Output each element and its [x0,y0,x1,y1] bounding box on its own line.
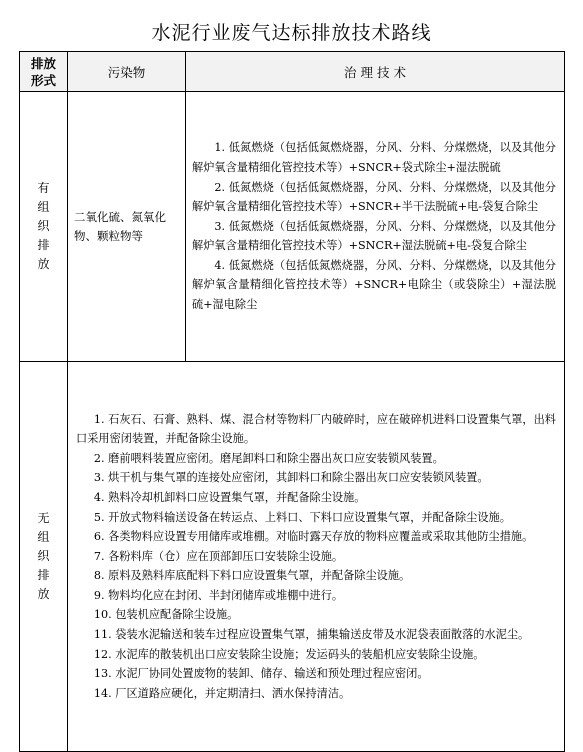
unorganized-measures [68,362,565,752]
unorganized-item: 8. 原料及熟料库底配料下料口应设置集气罩，并配备除尘设施。 [93,569,411,583]
organized-tech-item: 4. 低氮燃烧（包括低氮燃烧器，分风、分料、分煤燃烧，以及其他分解炉氧含量精细化管控技术等）+SNCR+电除尘（或袋除尘）+湿法脱硫+湿电除尘 [192,258,556,312]
unorganized-item: 6. 各类物料应设置专用储库或堆棚。对临时露天存放的物料应覆盖或采取其他防尘措施。 [93,530,534,544]
organized-tech-item: 2. 低氮燃烧（包括低氮燃烧器，分风、分料、分煤燃烧，以及其他分解炉氧含量精细化管控技术等）+SNCR+半干法脱硫+电-袋复合除尘 [192,180,556,214]
unorganized-item: 10. 包装机应配备除尘设施。 [93,608,239,622]
unorganized-label-cell [20,362,68,752]
unorganized-item: 14. 厂区道路应硬化，并定期清扫、洒水保持清洁。 [93,686,351,700]
page-title: 水泥行业废气达标排放技术路线 [151,22,432,44]
organized-pollutants: 二氧化硫、氮氧化物、颗粒物等 [68,92,186,362]
unorganized-item: 4. 熟料冷却机卸料口应设置集气罩，并配备除尘设施。 [93,490,366,504]
emission-table [19,51,565,752]
organized-label-cell [20,92,68,362]
organized-tech-item: 3. 低氮燃烧（包括低氮燃烧器，分风、分料、分煤燃烧，以及其他分解炉氧含量精细化管控技术等）+SNCR+湿法脱硫+电-袋复合除尘 [192,219,556,253]
unorganized-item: 7. 各粉料库（仓）应在顶部卸压口安装除尘设施。 [93,549,344,563]
header-emission-form [20,52,68,92]
organized-techs [186,92,565,362]
unorganized-label: 无 组 织 排 放 [37,511,50,601]
unorganized-item: 2. 磨前喂料装置应密闭。磨尾卸料口和除尘器出灰口应安装锁风装置。 [93,451,444,465]
unorganized-item: 13. 水泥厂协同处置废物的装卸、储存、输送和预处理过程应密闭。 [93,667,429,681]
unorganized-item: 1. 石灰石、石膏、熟料、煤、混合材等物料厂内破碎时，应在破碎机进料口设置集气罩，出料口采用密闭装置，并配备除尘设施。 [76,412,556,446]
header-treatment-tech: 治 理 技 术 [186,52,565,92]
table-row-organized [20,92,565,362]
unorganized-item: 5. 开放式物料输送设备在转运点、上料口、下料口应设置集气罩，并配备除尘设施。 [93,510,511,524]
unorganized-item: 9. 物料均化应在封闭、半封闭储库或堆棚中进行。 [93,588,344,602]
table-header-row [20,52,565,92]
unorganized-item: 11. 袋装水泥输送和装车过程应设置集气罩，捕集输送皮带及水泥袋表面散落的水泥尘。 [93,628,530,642]
header-emission-form-line2: 形式 [30,72,56,88]
header-emission-form-line1: 排放 [30,55,56,71]
organized-tech-item: 1. 低氮燃烧（包括低氮燃烧器，分风、分料、分煤燃烧，以及其他分解炉氧含量精细化管控技术等）+SNCR+袋式除尘+湿法脱硫 [192,141,556,174]
unorganized-item: 3. 烘干机与集气罩的连接处应密闭，其卸料口和除尘器出灰口应安装锁风装置。 [93,471,489,485]
header-pollutant: 污染物 [68,52,186,92]
organized-label: 有 组 织 排 放 [37,181,50,271]
unorganized-item: 12. 水泥库的散装机出口应安装除尘设施；发运码头的装船机应安装除尘设施。 [93,647,485,661]
table-row-unorganized [20,362,565,752]
